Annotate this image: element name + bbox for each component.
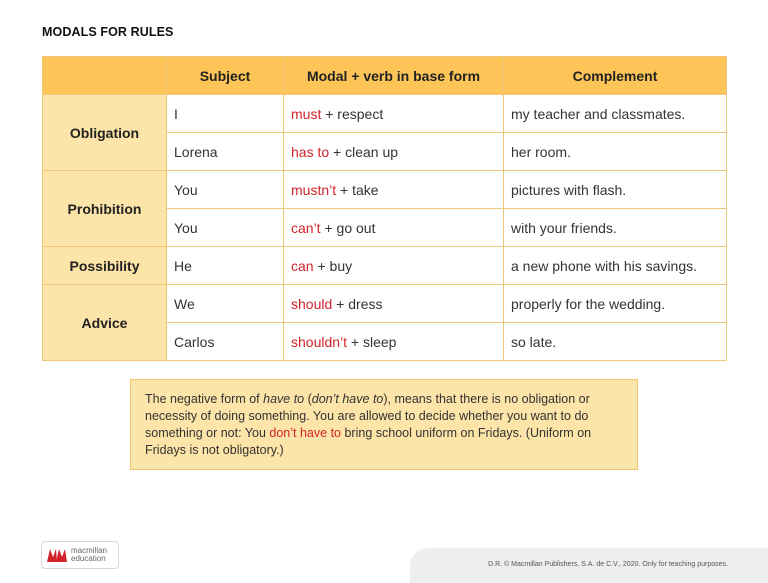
modal-word: must	[291, 105, 322, 122]
modal-verb-cell	[284, 209, 504, 247]
complement-cell: with your friends.	[504, 209, 727, 247]
copyright-notice: D.R. © Macmillan Publishers, S.A. de C.V., 2020. Only for teaching purposes.	[488, 561, 728, 568]
header-complement: Complement	[504, 57, 727, 95]
table-row	[43, 247, 727, 285]
modal-word: should	[291, 295, 333, 312]
base-verb: + respect	[321, 105, 384, 122]
modal-word: shouldn’t	[291, 333, 348, 350]
complement-cell: her room.	[504, 133, 727, 171]
header-modal-verb: Modal + verb in base form	[284, 57, 504, 95]
modal-verb-cell	[284, 95, 504, 133]
macmillan-logo	[41, 541, 119, 569]
modal-word: can’t	[291, 219, 321, 236]
category-prohibition: Prohibition	[43, 171, 167, 247]
complement-cell: properly for the wedding.	[504, 285, 727, 323]
modal-word: mustn’t	[291, 181, 337, 198]
subject-cell: Lorena	[167, 133, 284, 171]
complement-cell: my teacher and classmates.	[504, 95, 727, 133]
table-row	[43, 95, 727, 133]
modal-verb-cell	[284, 171, 504, 209]
logo-text	[71, 547, 107, 563]
complement-cell: so late.	[504, 323, 727, 361]
modal-verb-cell	[284, 133, 504, 171]
subject-cell: You	[167, 209, 284, 247]
category-possibility: Possibility	[43, 247, 167, 285]
header-blank-cell	[43, 57, 167, 95]
subject-cell: He	[167, 247, 284, 285]
category-obligation: Obligation	[43, 95, 167, 171]
modal-word: has to	[291, 143, 330, 160]
base-verb: + dress	[332, 295, 383, 312]
header-subject: Subject	[167, 57, 284, 95]
macmillan-logo-icon	[46, 546, 68, 564]
subject-cell: I	[167, 95, 284, 133]
logo-line-1: macmillan	[71, 546, 108, 555]
modal-verb-cell	[284, 247, 504, 285]
modal-verb-cell	[284, 285, 504, 323]
base-verb: + sleep	[347, 333, 397, 350]
note-text: bring school uniform on Fridays. (Uniform on Fridays is not obligatory.)	[145, 426, 592, 457]
base-verb: + clean up	[329, 143, 399, 160]
note-text: The negative form of	[145, 392, 264, 406]
subject-cell: You	[167, 171, 284, 209]
base-verb: + take	[336, 181, 379, 198]
note-italic-have-to: have to	[263, 392, 305, 406]
note-italic-dont-have-to: don’t have to	[311, 392, 384, 406]
subject-cell: Carlos	[167, 323, 284, 361]
note-example-modal: don’t have to	[269, 426, 341, 440]
logo-line-2: education	[71, 554, 106, 563]
subject-cell: We	[167, 285, 284, 323]
category-advice: Advice	[43, 285, 167, 361]
complement-cell: a new phone with his savings.	[504, 247, 727, 285]
base-verb: + go out	[320, 219, 376, 236]
base-verb: + buy	[313, 257, 353, 274]
footer-band	[410, 548, 768, 583]
table-row	[43, 171, 727, 209]
page-title: MODALS FOR RULES	[42, 25, 174, 39]
complement-cell: pictures with flash.	[504, 171, 727, 209]
note-text: (	[304, 392, 312, 406]
table-header-row	[43, 57, 727, 95]
grammar-note	[130, 379, 638, 470]
note-text: ), means that there is no obligation or necessity of doing something. You are allowed to decide whether you want to do something or not: You	[145, 392, 590, 440]
modal-word: can	[291, 257, 314, 274]
table-row	[43, 285, 727, 323]
modals-table	[42, 56, 727, 361]
modal-verb-cell	[284, 323, 504, 361]
